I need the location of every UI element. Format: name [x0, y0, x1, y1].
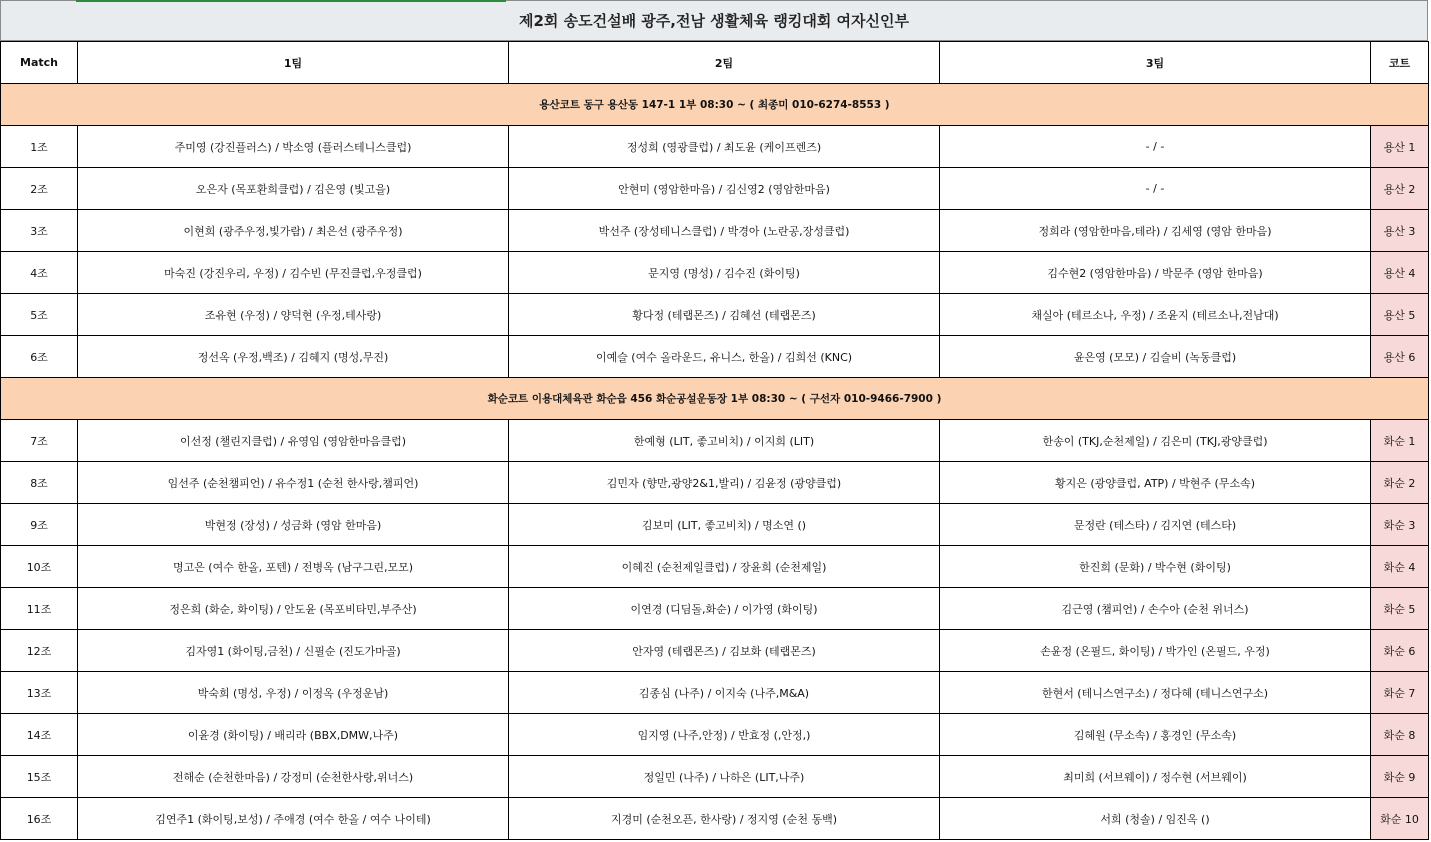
match-cell[interactable]: 11조 — [1, 588, 78, 630]
team1-cell[interactable]: 임선주 (순천챔피언) / 유수정1 (순천 한사랑,챔피언) — [78, 462, 509, 504]
header-match[interactable]: Match — [1, 42, 78, 84]
team2-cell[interactable]: 김민자 (향만,광양2&1,발리) / 김윤정 (광양클럽) — [509, 462, 940, 504]
team1-cell[interactable]: 이선정 (챌린지클럽) / 유영임 (영암한마음클럽) — [78, 420, 509, 462]
court-cell[interactable]: 화순 6 — [1371, 630, 1429, 672]
table-row — [1, 756, 1429, 798]
team1-cell[interactable]: 김연주1 (화이팅,보성) / 주애경 (여수 한올 / 여수 나이테) — [78, 798, 509, 840]
match-cell[interactable]: 15조 — [1, 756, 78, 798]
team2-cell[interactable]: 김종심 (나주) / 이지숙 (나주,M&A) — [509, 672, 940, 714]
match-cell[interactable]: 14조 — [1, 714, 78, 756]
section-row-yongsan — [1, 84, 1429, 126]
match-cell[interactable]: 13조 — [1, 672, 78, 714]
match-cell[interactable]: 3조 — [1, 210, 78, 252]
team2-cell[interactable]: 안자영 (테랩몬즈) / 김보화 (테랩몬즈) — [509, 630, 940, 672]
section-heading[interactable]: 용산코트 동구 용산동 147-1 1부 08:30 ~ ( 최종미 010-6274-8553 ) — [1, 84, 1429, 126]
team1-cell[interactable]: 조유현 (우정) / 양덕현 (우정,테사랑) — [78, 294, 509, 336]
header-team3[interactable]: 3팀 — [940, 42, 1371, 84]
team3-cell[interactable]: 황지은 (광양클럽, ATP) / 박현주 (무소속) — [940, 462, 1371, 504]
team2-cell[interactable]: 이예슬 (여수 올라운드, 유니스, 한올) / 김희선 (KNC) — [509, 336, 940, 378]
team2-cell[interactable]: 이연경 (디딤돌,화순) / 이가영 (화이팅) — [509, 588, 940, 630]
team2-cell[interactable]: 이혜진 (순천제일클럽) / 장윤희 (순천제일) — [509, 546, 940, 588]
table-row — [1, 672, 1429, 714]
match-cell[interactable]: 8조 — [1, 462, 78, 504]
court-cell[interactable]: 화순 7 — [1371, 672, 1429, 714]
table-row — [1, 504, 1429, 546]
match-cell[interactable]: 10조 — [1, 546, 78, 588]
table-row — [1, 714, 1429, 756]
team1-cell[interactable]: 명고은 (여수 한올, 포텐) / 전병옥 (남구그린,모모) — [78, 546, 509, 588]
team3-cell[interactable]: 김혜원 (무소속) / 홍경인 (무소속) — [940, 714, 1371, 756]
team1-cell[interactable]: 박숙희 (명성, 우정) / 이정옥 (우정운남) — [78, 672, 509, 714]
team1-cell[interactable]: 이현희 (광주우정,빛가람) / 최은선 (광주우정) — [78, 210, 509, 252]
table-row — [1, 252, 1429, 294]
header-court[interactable]: 코트 — [1371, 42, 1429, 84]
court-cell[interactable]: 화순 2 — [1371, 462, 1429, 504]
team2-cell[interactable]: 한예형 (LIT, 좋고비치) / 이지희 (LIT) — [509, 420, 940, 462]
team2-cell[interactable]: 박선주 (장성테니스클럽) / 박경아 (노란공,장성클럽) — [509, 210, 940, 252]
match-cell[interactable]: 1조 — [1, 126, 78, 168]
table-row — [1, 546, 1429, 588]
team2-cell[interactable]: 정성희 (영광클럽) / 최도윤 (케이프렌즈) — [509, 126, 940, 168]
court-cell[interactable]: 용산 1 — [1371, 126, 1429, 168]
court-cell[interactable]: 용산 3 — [1371, 210, 1429, 252]
court-cell[interactable]: 용산 4 — [1371, 252, 1429, 294]
team2-cell[interactable]: 정일민 (나주) / 나하은 (LIT,나주) — [509, 756, 940, 798]
header-team2[interactable]: 2팀 — [509, 42, 940, 84]
table-row — [1, 210, 1429, 252]
table-row — [1, 294, 1429, 336]
table-row — [1, 588, 1429, 630]
team1-cell[interactable]: 오은자 (목포환희클럽) / 김은영 (빛고을) — [78, 168, 509, 210]
team3-cell[interactable]: 한현서 (테니스연구소) / 정다혜 (테니스연구소) — [940, 672, 1371, 714]
court-cell[interactable]: 화순 10 — [1371, 798, 1429, 840]
team3-cell[interactable]: 채실아 (테르소나, 우정) / 조윤지 (테르소나,전남대) — [940, 294, 1371, 336]
team3-cell[interactable]: 정희라 (영암한마음,테라) / 김세영 (영암 한마음) — [940, 210, 1371, 252]
team3-cell[interactable]: 김근영 (챔피언) / 손수아 (순천 위너스) — [940, 588, 1371, 630]
header-row — [1, 42, 1429, 84]
court-cell[interactable]: 화순 4 — [1371, 546, 1429, 588]
team1-cell[interactable]: 정선옥 (우정,백조) / 김혜지 (명성,무진) — [78, 336, 509, 378]
court-cell[interactable]: 화순 8 — [1371, 714, 1429, 756]
team1-cell[interactable]: 김자영1 (화이팅,금천) / 신필순 (진도가마골) — [78, 630, 509, 672]
team3-cell[interactable]: 손윤정 (온필드, 화이팅) / 박가인 (온필드, 우정) — [940, 630, 1371, 672]
match-cell[interactable]: 2조 — [1, 168, 78, 210]
team2-cell[interactable]: 지경미 (순천오픈, 한사랑) / 정지영 (순천 동백) — [509, 798, 940, 840]
team2-cell[interactable]: 임지영 (나주,안정) / 반효정 (,안정,) — [509, 714, 940, 756]
team2-cell[interactable]: 문지영 (명성) / 김수진 (화이팅) — [509, 252, 940, 294]
team1-cell[interactable]: 박현정 (장성) / 성금화 (영암 한마음) — [78, 504, 509, 546]
team3-cell[interactable]: 한진희 (문화) / 박수현 (화이팅) — [940, 546, 1371, 588]
header-team1[interactable]: 1팀 — [78, 42, 509, 84]
court-cell[interactable]: 용산 5 — [1371, 294, 1429, 336]
court-cell[interactable]: 화순 9 — [1371, 756, 1429, 798]
court-cell[interactable]: 화순 3 — [1371, 504, 1429, 546]
table-row — [1, 798, 1429, 840]
match-cell[interactable]: 5조 — [1, 294, 78, 336]
match-cell[interactable]: 9조 — [1, 504, 78, 546]
match-cell[interactable]: 16조 — [1, 798, 78, 840]
team3-cell[interactable]: - / - — [940, 168, 1371, 210]
court-cell[interactable]: 용산 6 — [1371, 336, 1429, 378]
team3-cell[interactable]: 최미희 (서브웨이) / 정수현 (서브웨이) — [940, 756, 1371, 798]
table-row — [1, 168, 1429, 210]
court-cell[interactable]: 화순 5 — [1371, 588, 1429, 630]
table-row — [1, 462, 1429, 504]
team2-cell[interactable]: 안현미 (영암한마음) / 김신영2 (영암한마음) — [509, 168, 940, 210]
team3-cell[interactable]: 윤은영 (모모) / 김슬비 (녹동클럽) — [940, 336, 1371, 378]
team1-cell[interactable]: 정은희 (화순, 화이팅) / 안도윤 (목포비타민,부주산) — [78, 588, 509, 630]
table-row — [1, 336, 1429, 378]
table-row — [1, 126, 1429, 168]
team1-cell[interactable]: 전해순 (순천한마음) / 강정미 (순천한사랑,위너스) — [78, 756, 509, 798]
table-row — [1, 420, 1429, 462]
team3-cell[interactable]: - / - — [940, 126, 1371, 168]
court-cell[interactable]: 화순 1 — [1371, 420, 1429, 462]
table-row — [1, 630, 1429, 672]
team3-cell[interactable]: 서희 (청솔) / 임진옥 () — [940, 798, 1371, 840]
match-cell[interactable]: 12조 — [1, 630, 78, 672]
team1-cell[interactable]: 주미영 (강진플러스) / 박소영 (플러스테니스클럽) — [78, 126, 509, 168]
team3-cell[interactable]: 김수현2 (영암한마음) / 박문주 (영암 한마음) — [940, 252, 1371, 294]
team2-cell[interactable]: 김보미 (LIT, 좋고비치) / 명소연 () — [509, 504, 940, 546]
team1-cell[interactable]: 이윤경 (화이팅) / 배리라 (BBX,DMW,나주) — [78, 714, 509, 756]
sheet-title[interactable] — [0, 0, 1428, 41]
court-cell[interactable]: 용산 2 — [1371, 168, 1429, 210]
selection-accent — [76, 0, 506, 2]
team3-cell[interactable]: 한송이 (TKJ,순천제일) / 김은미 (TKJ,광양클럽) — [940, 420, 1371, 462]
match-cell[interactable]: 4조 — [1, 252, 78, 294]
section-heading[interactable]: 화순코트 이용대체육관 화순읍 456 화순공설운동장 1부 08:30 ~ ( 구선자 010-9466-7900 ) — [1, 378, 1429, 420]
team1-cell[interactable]: 마숙진 (강진우리, 우정) / 김수빈 (무진클럽,우정클럽) — [78, 252, 509, 294]
section-row-hwasun — [1, 378, 1429, 420]
match-table — [0, 41, 1429, 840]
team3-cell[interactable]: 문정란 (테스타) / 김지연 (테스타) — [940, 504, 1371, 546]
match-cell[interactable]: 7조 — [1, 420, 78, 462]
team2-cell[interactable]: 황다정 (테랩몬즈) / 김혜선 (테랩몬즈) — [509, 294, 940, 336]
match-cell[interactable]: 6조 — [1, 336, 78, 378]
sheet-title-text: 제2회 송도건설배 광주,전남 생활체육 랭킹대회 여자신인부 — [518, 12, 909, 30]
